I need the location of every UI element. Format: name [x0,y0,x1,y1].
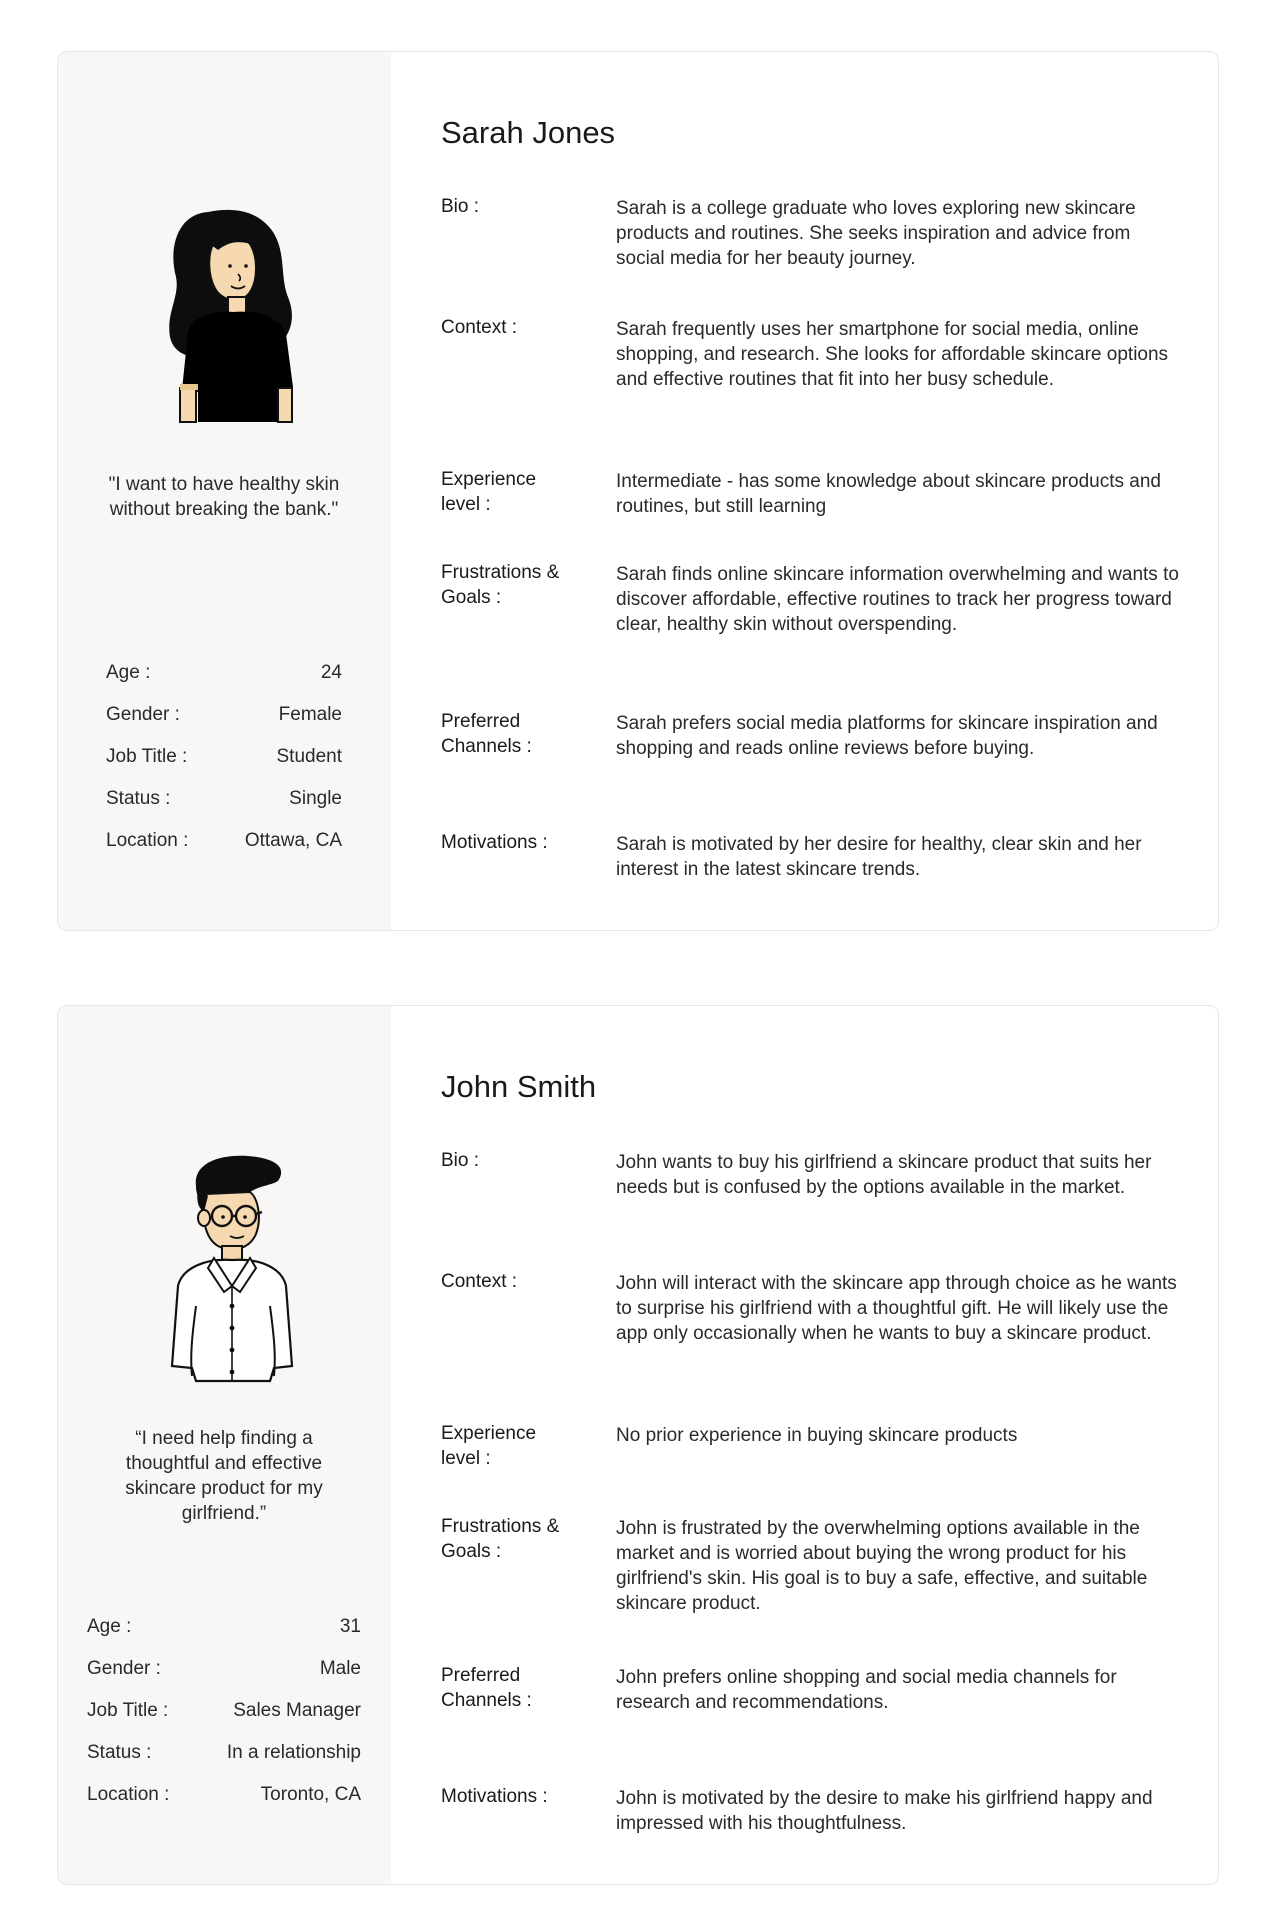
stat-value: 24 [320,662,342,683]
stat-label: Location : [87,1784,170,1805]
persona-quote: “I need help finding a thoughtful and effective skincare product for my girlfriend.” [125,1428,323,1524]
stat-label: Gender : [87,1658,161,1679]
stat-status [87,1742,361,1784]
persona-card-sarah [57,51,1219,931]
field-value: John is motivated by the desire to make his girlfriend happy and impressed with his thoughtfulness. [616,1788,1153,1834]
field-value: Sarah prefers social media platforms for skincare inspiration and shopping and reads online reviews before buying. [616,713,1158,759]
stat-status [106,788,342,830]
stat-location [106,830,342,872]
field-label: Context : [441,1271,518,1292]
field-label: Preferred Channels : [441,711,532,757]
persona-name: John Smith [441,1069,597,1104]
field-label: Experience level : [441,1423,537,1469]
persona-stats [87,1616,361,1826]
stat-label: Job Title : [106,746,188,767]
persona-stats [106,662,342,872]
field-value: John will interact with the skincare app through choice as he wants to surprise his girlfriend with a thoughtful gift. He will likely use the app only occasionally when he wants to buy a skincare product. [616,1273,1177,1344]
stat-label: Status : [87,1742,152,1763]
stat-value: Toronto, CA [260,1784,361,1805]
field-label: Frustrations & Goals : [441,562,560,608]
persona-details [391,52,1219,930]
stat-value: 31 [339,1616,361,1637]
stat-label: Age : [87,1616,132,1637]
stat-value: Male [319,1658,361,1679]
stat-value: Female [278,704,342,725]
field-label: Motivations : [441,832,548,853]
stat-value: Single [289,788,342,809]
persona-sidebar [58,1006,391,1884]
persona-name: Sarah Jones [441,115,616,150]
stat-age [87,1616,361,1658]
field-value: John prefers online shopping and social media channels for research and recommendations. [616,1667,1117,1713]
field-label: Motivations : [441,1786,548,1807]
field-value: Sarah is motivated by her desire for healthy, clear skin and her interest in the latest skincare trends. [616,834,1142,880]
stat-location [87,1784,361,1826]
field-label: Preferred Channels : [441,1665,532,1711]
field-label: Experience level : [441,469,537,515]
stat-value: In a relationship [226,1742,361,1763]
man-avatar-icon [138,1146,318,1386]
field-value: Intermediate - has some knowledge about skincare products and routines, but still learning [616,471,1161,517]
stat-job-title [106,746,342,788]
persona-sidebar [58,52,391,930]
stat-label: Status : [106,788,171,809]
persona-details [391,1006,1219,1884]
woman-avatar-icon [138,192,318,432]
stat-job-title [87,1700,361,1742]
stat-value: Ottawa, CA [244,830,342,851]
persona-card-john [57,1005,1219,1885]
field-value: John wants to buy his girlfriend a skincare product that suits her needs but is confused by the options available in the market. [616,1152,1152,1198]
field-label: Bio : [441,196,480,217]
field-value: No prior experience in buying skincare products [616,1425,1018,1446]
field-label: Context : [441,317,518,338]
stat-value: Sales Manager [233,1700,361,1721]
stat-label: Job Title : [87,1700,169,1721]
field-label: Frustrations & Goals : [441,1516,560,1562]
field-value: Sarah is a college graduate who loves exploring new skincare products and routines. She seeks inspiration and advice from social media for her beauty journey. [616,198,1136,269]
stat-label: Gender : [106,704,180,725]
field-value: Sarah frequently uses her smartphone for social media, online shopping, and research. She looks for affordable skincare options and effective routines that fit into her busy schedule. [616,319,1169,390]
field-value: John is frustrated by the overwhelming options available in the market and is worried about buying the wrong product for his girlfriend's skin. His goal is to buy a safe, effective, and suitable skincare product. [616,1518,1148,1614]
field-label: Bio : [441,1150,480,1171]
stat-label: Age : [106,662,151,683]
field-value: Sarah finds online skincare information overwhelming and wants to discover affordable, effective routines to track her progress toward clear, healthy skin without overspending. [616,564,1179,635]
persona-quote: "I want to have healthy skin without breaking the bank." [108,474,340,520]
stat-label: Location : [106,830,189,851]
stat-age [106,662,342,704]
stat-gender [87,1658,361,1700]
stat-value: Student [276,746,342,767]
stat-gender [106,704,342,746]
